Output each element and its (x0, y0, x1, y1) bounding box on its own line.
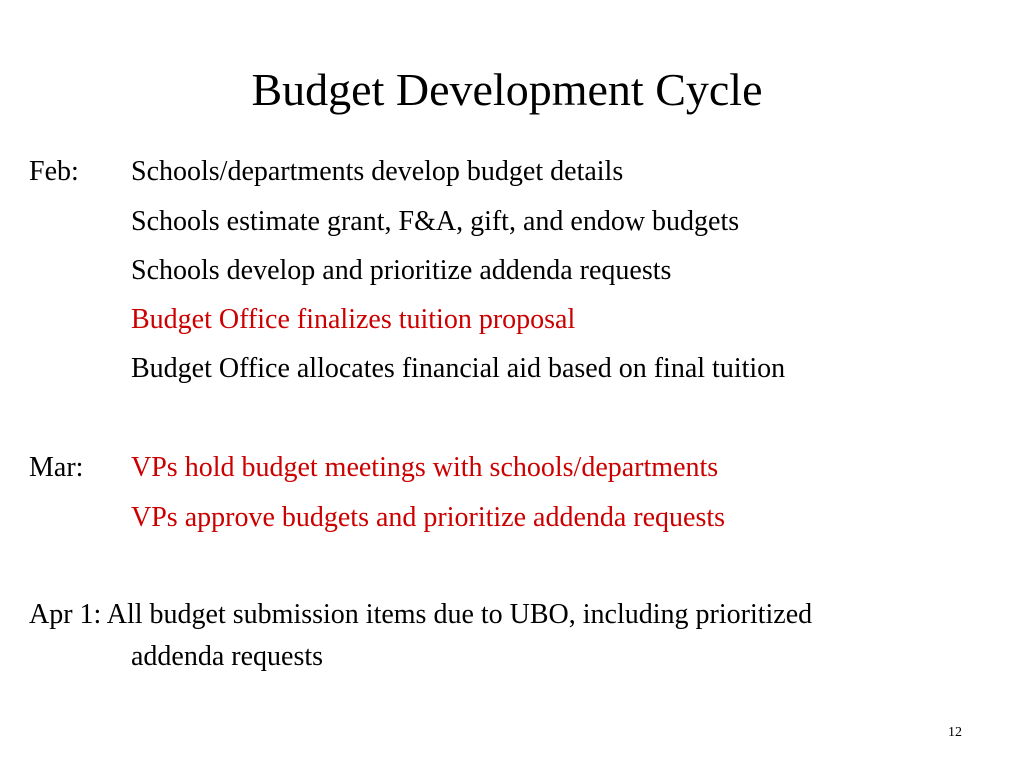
feb-item-3: Schools develop and prioritize addenda requests (131, 255, 672, 286)
mar-label: Mar: (29, 452, 84, 483)
feb-item-2: Schools estimate grant, F&A, gift, and endow budgets (131, 206, 740, 237)
apr-line-2: addenda requests (131, 641, 324, 672)
feb-label: Feb: (29, 156, 79, 187)
slide-title: Budget Development Cycle (251, 64, 763, 115)
mar-item-2: VPs approve budgets and prioritize addenda requests (131, 502, 726, 533)
apr-line-1: Apr 1: All budget submission items due to UBO, including prioritized (29, 599, 813, 630)
feb-item-5: Budget Office allocates financial aid based on final tuition (131, 353, 786, 384)
feb-item-1: Schools/departments develop budget details (131, 156, 624, 187)
page-number: 12 (948, 725, 962, 740)
feb-item-4: Budget Office finalizes tuition proposal (131, 304, 576, 335)
mar-item-1: VPs hold budget meetings with schools/departments (131, 452, 719, 483)
